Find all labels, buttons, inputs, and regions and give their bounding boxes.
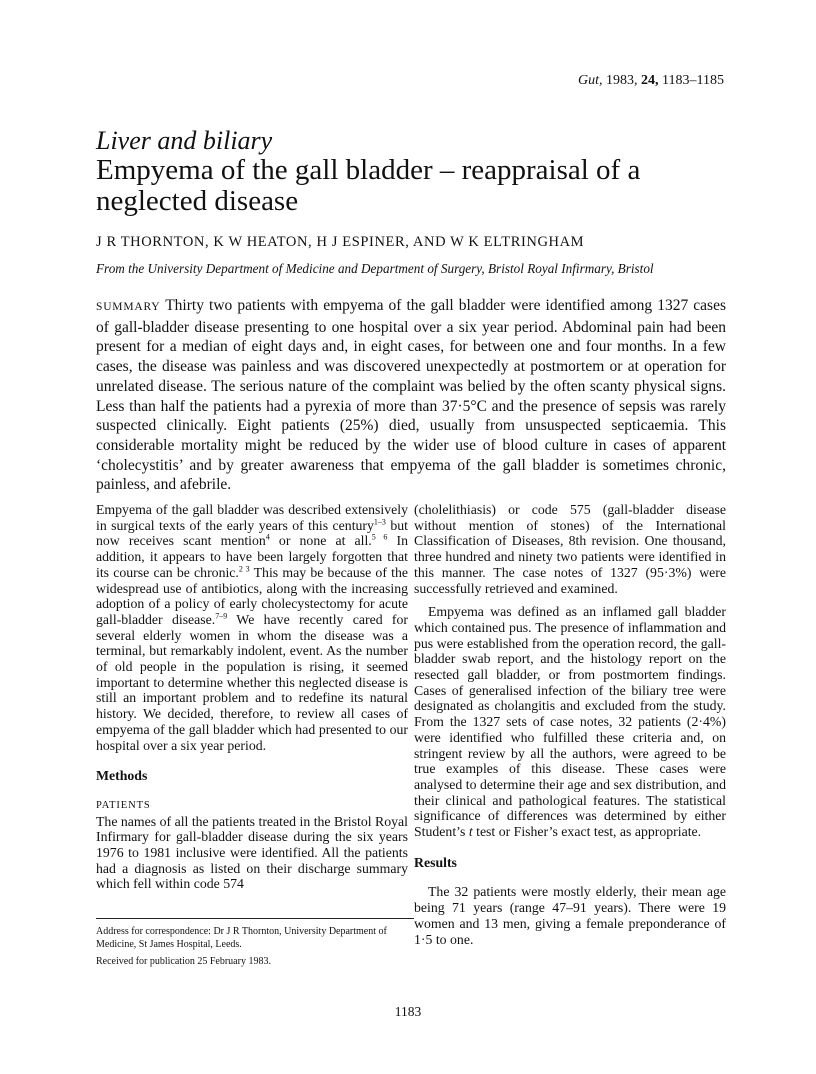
intro-text-5: This may be because of the widespread use of antibiotics, along with the increasing adoption of a policy of early cholecystectomy for acute gall-bladder disease.	[96, 564, 408, 627]
summary-block	[96, 296, 726, 495]
methods-paragraph-2	[414, 604, 726, 840]
methods-paragraph-1: The names of all the patients treated in the Bristol Royal Infirmary for gall-bladder disease during the six years 1976 to 1981 inclusive were identified. All the patients had a diagnosis as listed on their discharge summary which fell within code 574	[96, 813, 408, 892]
methods-p2-text-b: test or Fisher’s exact test, as appropriate.	[472, 824, 702, 840]
correspondence-address: Address for correspondence: Dr J R Thornton, University Department of Medicine, St James Hospital, Leeds.	[96, 926, 387, 950]
author-list: J R THORNTON, K W HEATON, H J ESPINER, AND W K ELTRINGHAM	[96, 234, 585, 250]
received-date: Received for publication 25 February 1983.	[96, 956, 271, 967]
methods-p2-t: t	[468, 824, 473, 840]
patients-subheading: PATIENTS	[96, 799, 151, 811]
citation-ref: 2 3	[238, 564, 250, 574]
citation-ref: 5 6	[371, 532, 388, 542]
methods-heading: Methods	[96, 768, 148, 784]
journal-year: 1983,	[606, 73, 638, 88]
methods-p2-text-a: Empyema was defined as an inflamed gall bladder which contained pus. The presence of inflammation and pus were established from the operation record, the gall-bladder swab report, and the histology report on the resected gall bladder, or from postmortem findings. Cases of generalised infection of the biliary tree were designated as cholangitis and excluded from the study. From the 1327 sets of case notes, 32 patients (2·4%) were identified who fulfilled these criteria and, on stringent review by all the authors, were agreed to be true examples of this disease. These cases were analysed to determine their age and sex distribution, and their clinical and pathological features. The statistical significance of differences was determined by either Student’s	[414, 604, 726, 840]
intro-text-6: We have recently cared for several elderly women in whom the disease was a terminal, but remarkably indolent, event. As the number of old people in the population is rising, it seemed important to determine whether this neglected disease is still an important problem and to redefine its natural history. We decided, therefore, to review all cases of empyema of the gall bladder which had presented to our hospital over a six year period.	[96, 611, 408, 753]
summary-text: Thirty two patients with empyema of the gall bladder were identified among 1327 cases of gall-bladder disease presenting to one hospital over a six year period. Abdominal pain had been present for a median of eight days and, in eight cases, for between one and four months. In a few cases, the disease was painless and was discovered unexpectedly at postmortem or at operation for unrelated disease. The serious nature of the complaint was belied by the often scanty physical signs. Less than half the patients had a pyrexia of more than 37·5°C and the presence of sepsis was rarely suspected clinically. Eight patients (25%) died, usually from unsuspected septicaemia. This considerable mortality might be reduced by the wider use of blood culture in cases of apparent ‘cholecystitis’ and by greater awareness that empyema of the gall bladder is sometimes chronic, painless, and afebrile.	[96, 297, 726, 494]
journal-volume: 24,	[641, 73, 659, 88]
citation-ref: 1–3	[373, 517, 386, 527]
methods-paragraph-1-cont: (cholelithiasis) or code 575 (gall-bladder disease without mention of stones) of the International Classification of Diseases, 8th revision. One thousand, three hundred and ninety two patients were identified in this manner. The case notes of 1327 (95·3%) were successfully retrieved and examined.	[414, 502, 726, 596]
journal-name: Gut,	[578, 73, 603, 88]
page-number: 1183	[394, 1004, 422, 1019]
summary-label: SUMMARY	[96, 301, 161, 313]
intro-paragraph	[96, 502, 408, 753]
left-column	[96, 502, 408, 892]
affiliation: From the University Department of Medicine and Department of Surgery, Bristol Royal Infirmary, Bristol	[96, 261, 654, 276]
footnote	[96, 918, 414, 972]
intro-text-1: Empyema of the gall bladder was described extensively in surgical texts of the early years of this century	[96, 502, 408, 533]
results-heading: Results	[414, 854, 457, 870]
journal-pages: 1183–1185	[662, 73, 724, 88]
right-column	[414, 502, 726, 947]
intro-text-3: or none at all.	[269, 533, 372, 549]
intro-text-2: but now receives scant mention	[96, 517, 408, 549]
intro-text-4: In addition, it appears to have been largely forgotten that its course can be chronic.	[96, 533, 408, 580]
results-paragraph-1: The 32 patients were mostly elderly, their mean age being 71 years (range 47–91 years). There were 19 women and 13 men, giving a female preponderance of 1·5 to one.	[414, 884, 726, 947]
article-title: Empyema of the gall bladder – reappraisal of a neglected disease	[96, 154, 641, 217]
section-heading: Liver and biliary	[96, 126, 273, 155]
journal-citation	[578, 73, 724, 89]
citation-ref: 7–9	[215, 611, 228, 621]
citation-ref: 4	[265, 532, 270, 542]
